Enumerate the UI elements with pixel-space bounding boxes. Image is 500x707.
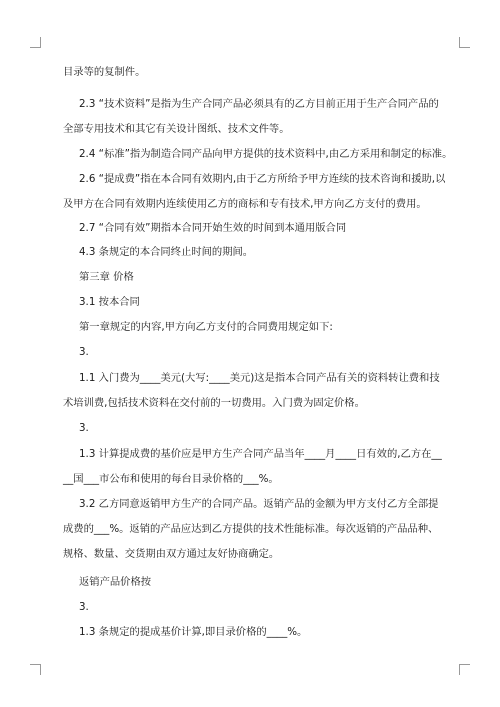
chapter-heading: 第三章 价格 — [79, 271, 134, 283]
text-line: 及甲方在合同有效期内连续使用乙方的商标和专有技术,甲方向乙方支付的费用。 — [63, 198, 427, 210]
text-line: 第一章规定的内容,甲方向乙方支付的合同费用规定如下: — [79, 321, 333, 333]
clause-2-6: 2.6 “提成费”指在本合同有效期内,由于乙方所给予甲方连续的技术咨询和援助,以 — [79, 173, 446, 185]
clause-2-4: 2.4 “标准”指为制造合同产品向甲方提供的技术资料中,由乙方采用和制定的标准。 — [79, 148, 453, 160]
text-line: 4.3 条规定的本合同终止时间的期间。 — [79, 246, 254, 258]
section-number: 3. — [79, 346, 89, 358]
text-line: __国___市公布和使用的每台目录价格的___%。 — [63, 473, 279, 485]
section-number: 3. — [79, 422, 89, 434]
clause-3-2: 3.2 乙方同意返销甲方生产的合同产品。返销产品的金额为甲方支付乙方全部提 — [79, 498, 439, 510]
text-line: 返销产品价格按 — [79, 576, 152, 588]
clause-1-3-rebate: 1.3 条规定的提成基价计算,即目录价格的____%。 — [79, 626, 308, 638]
crop-mark-top-right — [459, 37, 470, 48]
text-line: 规格、数量、交货期由双方通过友好协商确定。 — [63, 548, 280, 560]
text-line: 成费的___%。返销的产品应达到乙方提供的技术性能标准。每次返销的产品品种、 — [63, 523, 439, 535]
clause-2-7: 2.7 “合同有效”期指本合同开始生效的时间到本通用版合同 — [79, 222, 347, 234]
text-line: 目录等的复制件。 — [63, 66, 146, 78]
clause-1-3: 1.3 计算提成费的基价应是甲方生产合同产品当年____月____日有效的,乙方在__ — [79, 448, 442, 460]
clause-2-3: 2.3 “技术资料”是指为生产合同产品必须具有的乙方目前正用于生产合同产品的 — [79, 98, 439, 110]
crop-mark-top-left — [30, 37, 41, 48]
text-line: 术培训费,包括技术资料在交付前的一切费用。入门费为固定价格。 — [63, 397, 365, 409]
text-line: 全部专用技术和其它有关设计图纸、技术文件等。 — [63, 123, 290, 135]
crop-mark-bottom-left — [30, 664, 41, 675]
crop-mark-bottom-right — [459, 664, 470, 675]
clause-3-1: 3.1 按本合同 — [79, 296, 140, 308]
section-number: 3. — [79, 601, 89, 613]
clause-1-1: 1.1 入门费为____美元(大写:____美元)这是指本合同产品有关的资料转让费和技 — [79, 372, 440, 384]
